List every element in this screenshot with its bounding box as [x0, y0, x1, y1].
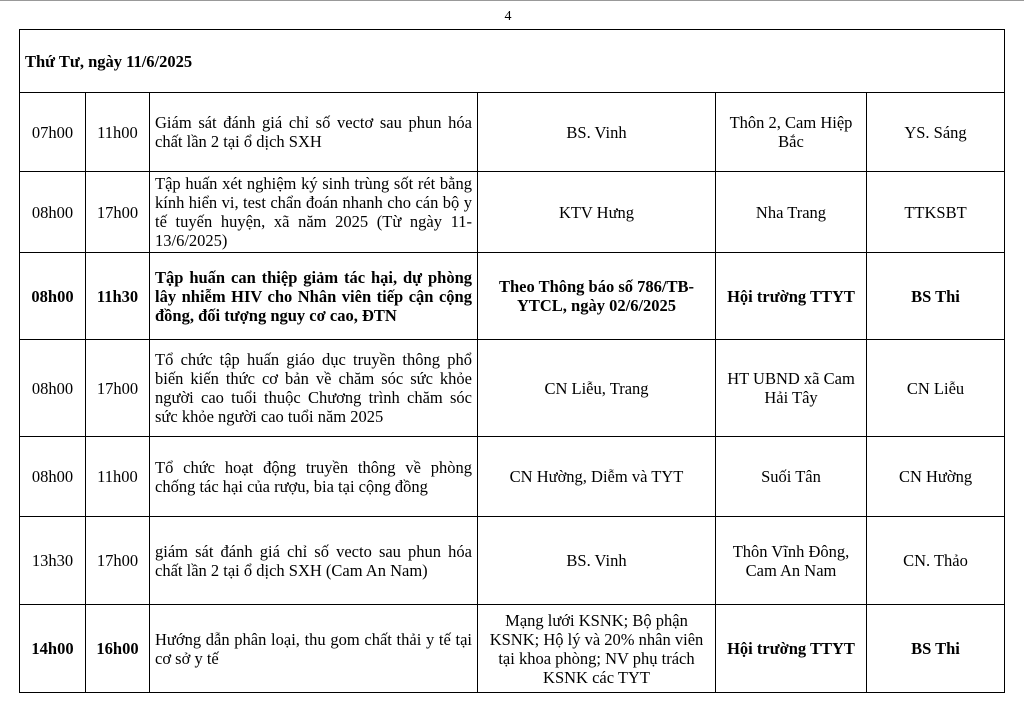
schedule-row: [20, 340, 1005, 437]
end-time-cell: 17h00: [86, 172, 150, 253]
schedule-table: [19, 29, 1005, 693]
lead-cell: BS Thi: [867, 253, 1005, 340]
activity-content-cell: Tổ chức hoạt động truyền thông về phòng chống tác hại của rượu, bia tại cộng đồng: [150, 437, 478, 517]
start-time-cell: 08h00: [20, 437, 86, 517]
end-time-cell: 11h30: [86, 253, 150, 340]
lead-cell: CN Hường: [867, 437, 1005, 517]
activity-content-cell: giám sát đánh giá chỉ số vecto sau phun hóa chất lần 2 tại ổ dịch SXH (Cam An Nam): [150, 517, 478, 605]
location-cell: Hội trường TTYT: [716, 253, 867, 340]
location-cell: Thôn Vĩnh Đông, Cam An Nam: [716, 517, 867, 605]
lead-cell: CN Liễu: [867, 340, 1005, 437]
end-time-cell: 17h00: [86, 517, 150, 605]
activity-content-cell: Tập huấn can thiệp giảm tác hại, dự phòng lây nhiễm HIV cho Nhân viên tiếp cận cộng đồng, đối tượng nguy cơ cao, ĐTN: [150, 253, 478, 340]
schedule-row: [20, 172, 1005, 253]
page-top-rule: [0, 0, 1024, 2]
activity-content-cell: Tổ chức tập huấn giáo dục truyền thông phổ biến kiến thức cơ bản về chăm sóc sức khỏe người cao tuổi thuộc Chương trình chăm sóc sức khỏe người cao tuổi năm 2025: [150, 340, 478, 437]
participants-cell: KTV Hưng: [478, 172, 716, 253]
schedule-row: [20, 605, 1005, 693]
start-time-cell: 14h00: [20, 605, 86, 693]
participants-cell: Mạng lưới KSNK; Bộ phận KSNK; Hộ lý và 20% nhân viên tại khoa phòng; NV phụ trách KSNK các TYT: [478, 605, 716, 693]
lead-cell: BS Thi: [867, 605, 1005, 693]
lead-cell: TTKSBT: [867, 172, 1005, 253]
location-cell: Suối Tân: [716, 437, 867, 517]
end-time-cell: 11h00: [86, 437, 150, 517]
location-cell: Nha Trang: [716, 172, 867, 253]
activity-content-cell: Giám sát đánh giá chỉ số vectơ sau phun hóa chất lần 2 tại ổ dịch SXH: [150, 93, 478, 172]
lead-cell: CN. Thảo: [867, 517, 1005, 605]
participants-cell: CN Liễu, Trang: [478, 340, 716, 437]
lead-cell: YS. Sáng: [867, 93, 1005, 172]
day-header-row: [20, 30, 1005, 93]
location-cell: Hội trường TTYT: [716, 605, 867, 693]
location-cell: HT UBND xã Cam Hải Tây: [716, 340, 867, 437]
page-number: 4: [504, 9, 512, 24]
start-time-cell: 08h00: [20, 253, 86, 340]
participants-cell: BS. Vinh: [478, 93, 716, 172]
activity-content-cell: Tập huấn xét nghiệm ký sinh trùng sốt rét bằng kính hiển vi, test chẩn đoán nhanh cho cán bộ y tế tuyến huyện, xã năm 2025 (Từ ngày 11-13/6/2025): [150, 172, 478, 253]
end-time-cell: 16h00: [86, 605, 150, 693]
participants-cell: Theo Thông báo số 786/TB-YTCL, ngày 02/6/2025: [478, 253, 716, 340]
participants-cell: CN Hường, Diễm và TYT: [478, 437, 716, 517]
start-time-cell: 08h00: [20, 340, 86, 437]
start-time-cell: 13h30: [20, 517, 86, 605]
schedule-row: [20, 253, 1005, 340]
schedule-row: [20, 437, 1005, 517]
start-time-cell: 07h00: [20, 93, 86, 172]
schedule-row: [20, 93, 1005, 172]
end-time-cell: 11h00: [86, 93, 150, 172]
end-time-cell: 17h00: [86, 340, 150, 437]
location-cell: Thôn 2, Cam Hiệp Bắc: [716, 93, 867, 172]
participants-cell: BS. Vinh: [478, 517, 716, 605]
day-header: Thứ Tư, ngày 11/6/2025: [20, 30, 1005, 93]
schedule-row: [20, 517, 1005, 605]
activity-content-cell: Hướng dẫn phân loại, thu gom chất thải y tế tại cơ sở y tế: [150, 605, 478, 693]
start-time-cell: 08h00: [20, 172, 86, 253]
